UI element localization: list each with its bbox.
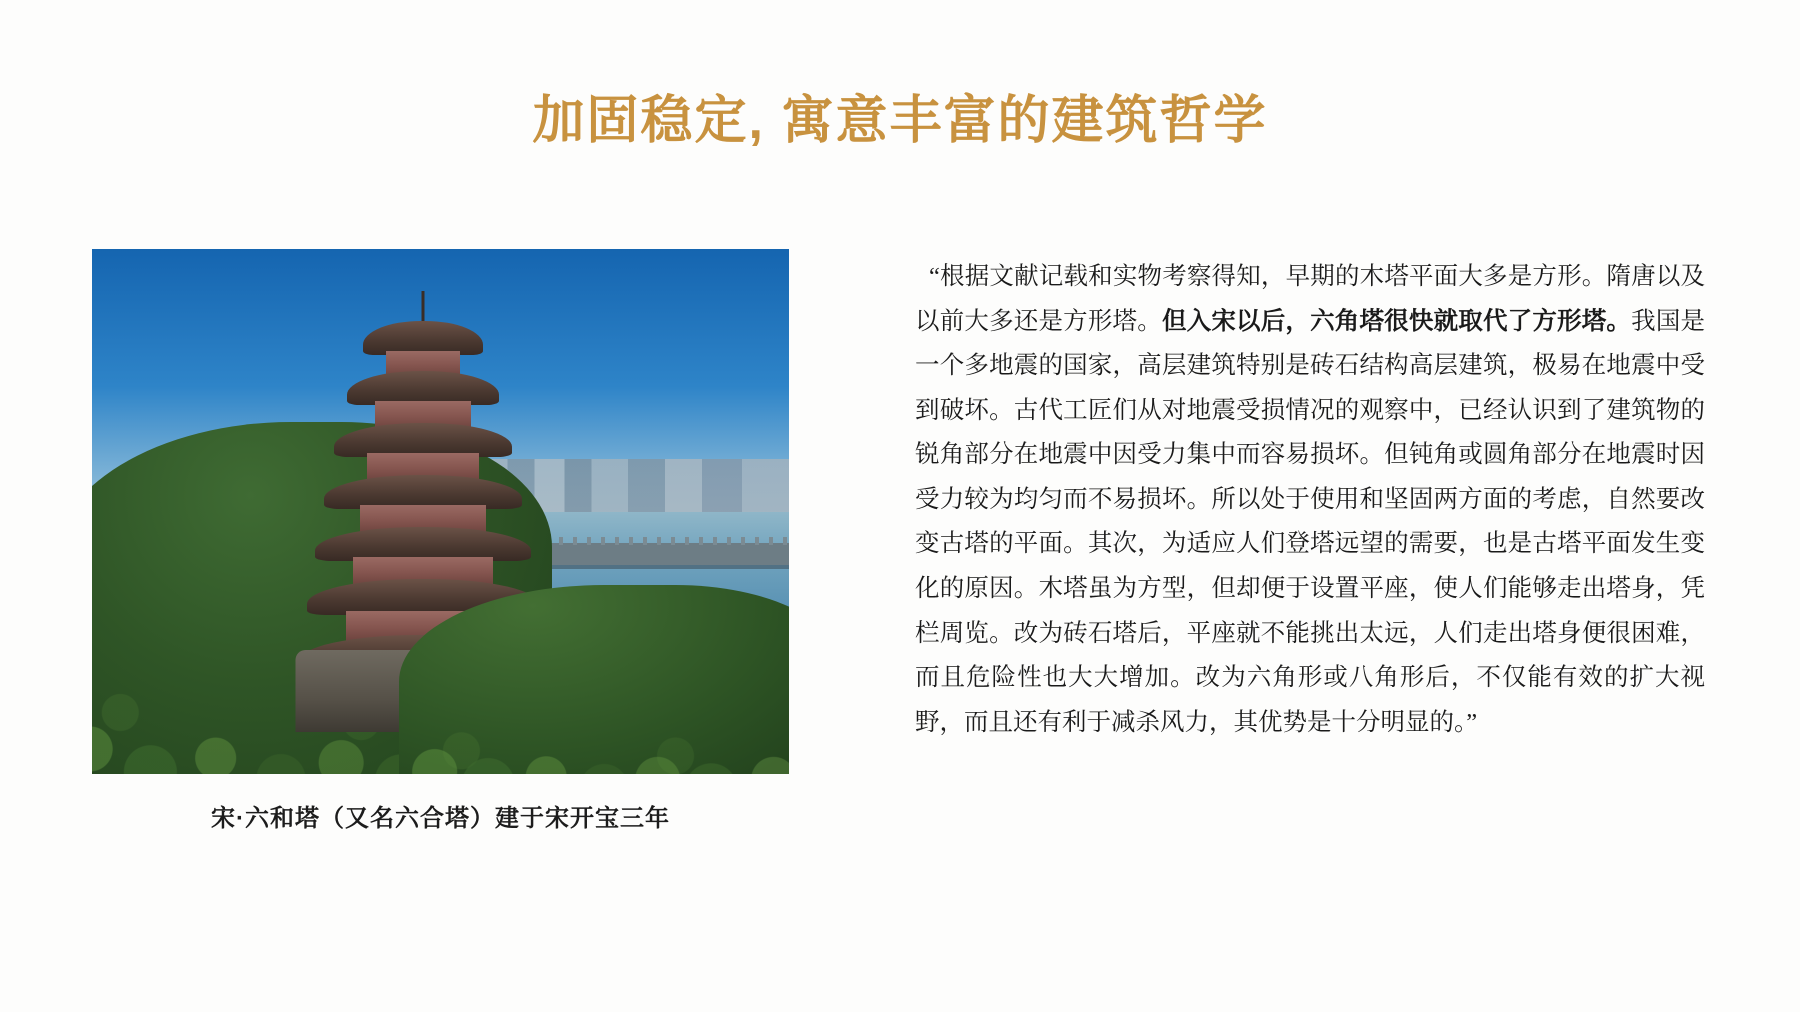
forest-hill-right — [399, 585, 789, 774]
figure-caption: 宋·六和塔（又名六合塔）建于宋开宝三年 — [211, 805, 670, 832]
close-quote: ” — [1466, 708, 1478, 736]
pagoda-roof-5 — [315, 527, 531, 561]
body-text-part-2: 我国是一个多地震的国家，高层建筑特别是砖石结构高层建筑，极易在地震中受到破坏。古代工匠们从对地震受损情况的观察中，已经认识到了建筑物的锐角部分在地震中因受力集中而容易损坏。但钝角或圆角部分在地震时因受力较为均匀而不易损坏。所以处于使用和坚固两方面的考虑，自然要改变古塔的平面。其次，为适应人们登塔远望的需要，也是古塔平面发生变化的原因。木塔虽为方型，但却便于设置平座，使人们能够走出塔身，凭栏周览。改为砖石塔后，平座就不能挑出太远，人们走出塔身便很困难，而且危险性也大大增加。改为六角形或八角形后，不仅能有效的扩大视野，而且还有利于减杀风力，其优势是十分明显的。 — [915, 307, 1706, 736]
page-title: 加固稳定, 寓意丰富的建筑哲学 — [532, 92, 1268, 150]
body-text-part-1: 根据文献记载和实物考察得知，早期的木塔平面大多是方形。隋唐以及以前大多还是方形塔。 — [915, 263, 1705, 335]
pagoda-roof-4 — [324, 475, 522, 509]
figure-block — [92, 249, 789, 833]
body-paragraph — [915, 255, 1705, 745]
pagoda-photo — [92, 249, 789, 774]
pagoda-roof-2 — [347, 371, 499, 405]
open-quote: “ — [929, 263, 940, 290]
body-text-emphasis: 但入宋以后，六角塔很快就取代了方形塔。 — [1161, 307, 1632, 335]
tree-texture-right — [399, 665, 789, 774]
pagoda-roof-1 — [363, 321, 483, 355]
pagoda-roof-3 — [334, 423, 512, 457]
pagoda-spire — [421, 291, 424, 325]
